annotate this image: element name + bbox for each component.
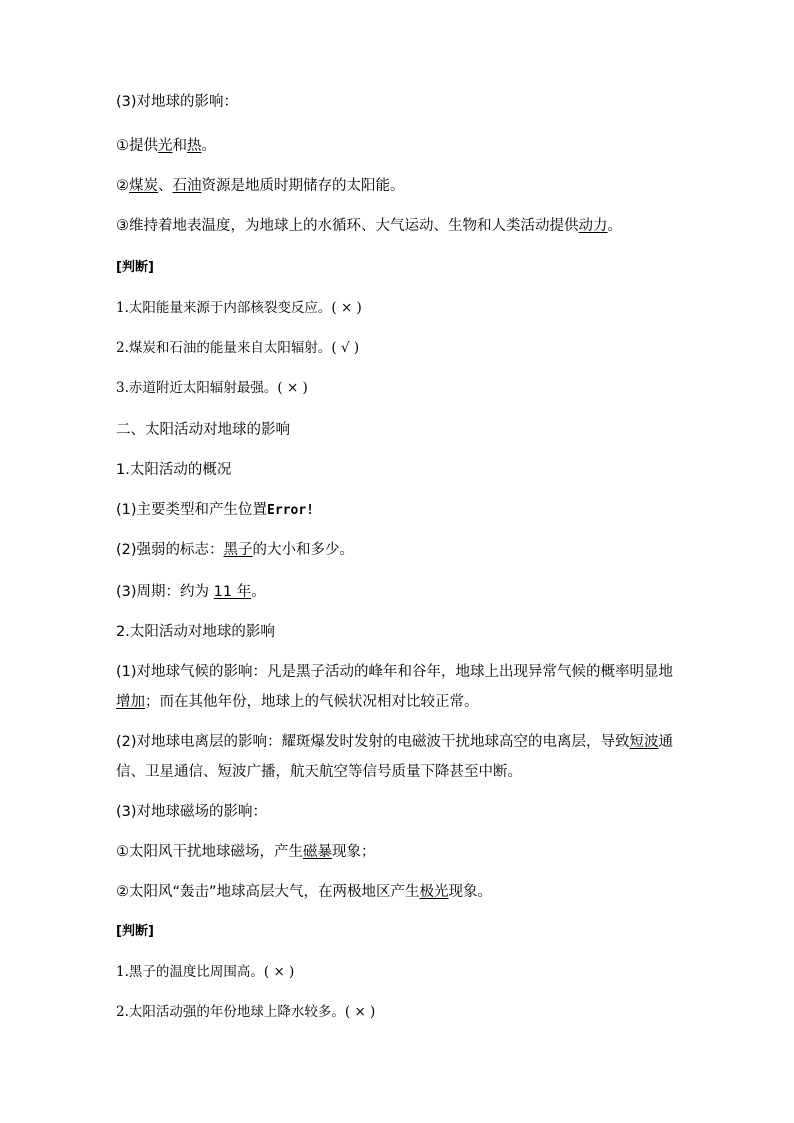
judge-question-3: 3.赤道附近太阳辐射最强。( × ): [116, 380, 308, 396]
item-intensity-sign: (2)强弱的标志：黑子的大小和多少。: [116, 542, 355, 558]
item-magnetic-storm: ①太阳风干扰地球磁场，产生磁暴现象；: [116, 844, 376, 860]
blank-sunspot: 黑子: [223, 542, 253, 558]
judge-question-4: 1.黑子的温度比周围高。( × ): [116, 964, 295, 980]
section-heading-effects-on-earth: (3)对地球的影响：: [116, 94, 239, 110]
paragraph-ionosphere-effect: (2)对地球电离层的影响：耀斑爆发时发射的电磁波干扰地球高空的电离层，导致短波通信、卫星通信、短波广播，航天航空等信号质量下降甚至中断。: [116, 734, 674, 780]
judge-question-2: 2.煤炭和石油的能量来自太阳辐射。( √ ): [116, 340, 360, 356]
blank-coal: 煤炭: [129, 178, 158, 194]
item-coal-oil: ②煤炭、石油资源是地质时期储存的太阳能。: [116, 178, 405, 194]
judge-label-1: [判断]: [116, 260, 154, 275]
blank-shortwave: 短波: [629, 734, 659, 750]
item-magnetic-field-heading: (3)对地球磁场的影响：: [116, 804, 268, 820]
paragraph-climate-effect: (1)对地球气候的影响：凡是黑子活动的峰年和谷年，地球上出现异常气候的概率明显地增加；而在其他年份，地球上的气候状况相对比较正常。: [116, 664, 674, 710]
blank-oil: 石油: [172, 178, 202, 194]
blank-light: 光: [158, 138, 173, 154]
item-types-positions: (1)主要类型和产生位置Error!: [116, 502, 315, 518]
blank-increase: 增加: [116, 694, 145, 710]
blank-power: 动力: [578, 218, 608, 234]
judge-label-2: [判断]: [116, 924, 154, 939]
error-text: Error!: [267, 503, 315, 518]
blank-magnetic-storm: 磁暴: [303, 844, 332, 860]
judge-question-5: 2.太阳活动强的年份地球上降水较多。( × ): [116, 1004, 376, 1020]
item-light-and-heat: ①提供光和热。: [116, 138, 216, 154]
item-cycle: (3)周期：约为 11 年。: [116, 584, 266, 600]
subheading-overview: 1.太阳活动的概况: [116, 462, 232, 478]
judge-question-1: 1.太阳能量来源于内部核裂变反应。( × ): [116, 300, 362, 316]
section-title-solar-activity: 二、太阳活动对地球的影响: [116, 422, 290, 438]
blank-cycle: 11 年: [213, 584, 252, 600]
blank-heat: 热: [187, 138, 202, 154]
item-aurora: ②太阳风“轰击”地球高层大气，在两极地区产生极光现象。: [116, 884, 493, 900]
item-surface-temperature: ③维持着地表温度，为地球上的水循环、大气运动、生物和人类活动提供动力。: [116, 218, 622, 234]
subheading-effects: 2.太阳活动对地球的影响: [116, 624, 275, 640]
blank-aurora: 极光: [419, 884, 449, 900]
